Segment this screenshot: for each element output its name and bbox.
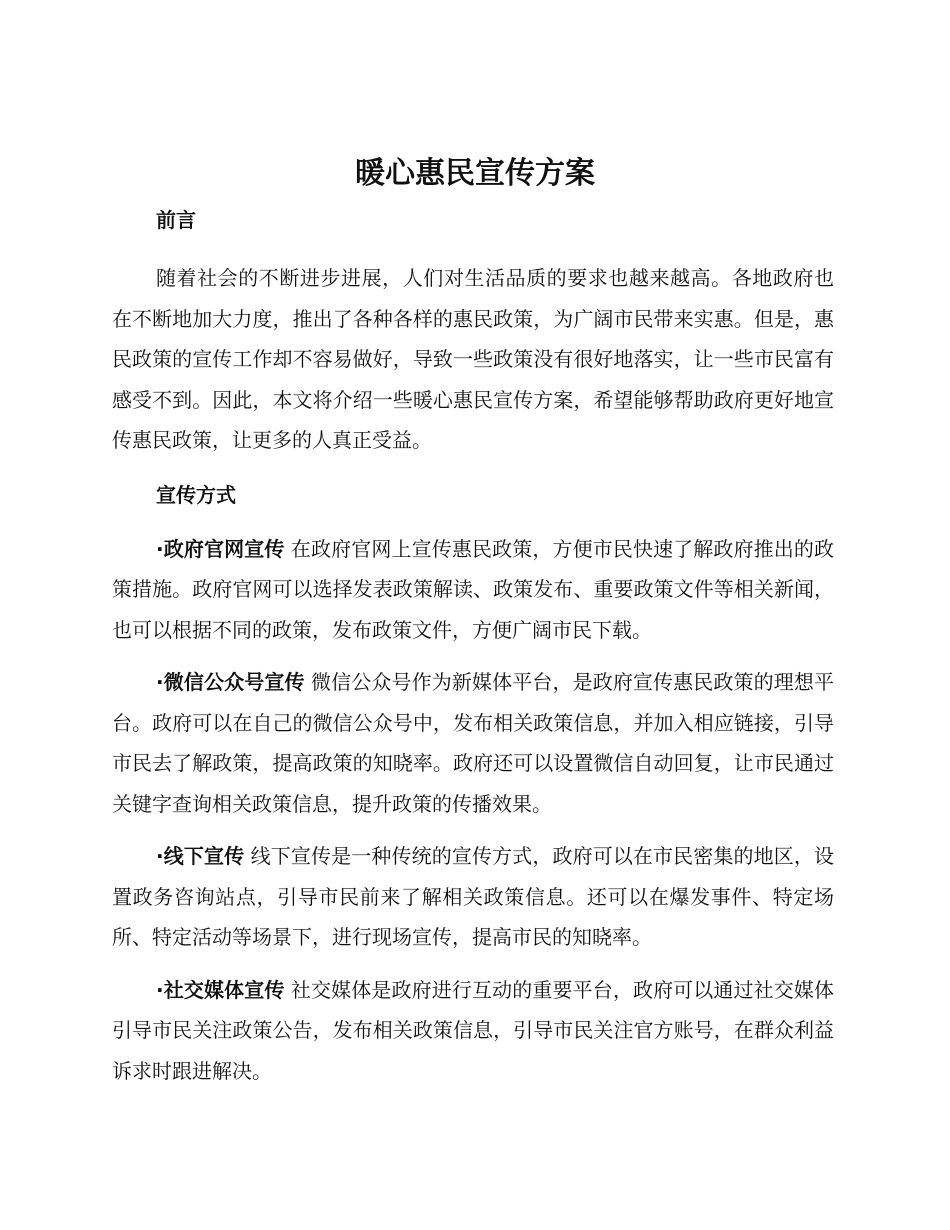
section-heading-preface: 前言 bbox=[156, 208, 196, 232]
preface-paragraph: 随着社会的不断进步进展，人们对生活品质的要求也越来越高。各地政府也在不断地加大力度，推出了各种各样的惠民政策，为广阔市民带来实惠。但是，惠民政策的宣传工作却不容易做好，导致一些政策没有很好地落实，让一些市民富有感受不到。因此，本文将介绍一些暖心惠民宣传方案，希望能够帮助政府更好地宣传惠民政策，让更多的人真正受益。 bbox=[112, 266, 834, 452]
method-title: 微信公众号宣传 bbox=[163, 670, 305, 694]
method-title: 社交媒体宣传 bbox=[163, 977, 285, 1002]
method-bullet: · bbox=[156, 844, 164, 868]
method-text: 线下宣传是一种传统的宣传方式，政府可以在市民密集的地区，设置政务咨询站点，引导市民前来了解相关政策信息。还可以在爆发事件、特定场所、特定活动等场景下，进行现场宣传，提高市民的知晓率。 bbox=[112, 844, 834, 949]
document-body bbox=[112, 202, 834, 1091]
method-text: 社交媒体是政府进行互动的重要平台，政府可以通过社交媒体引导市民关注政策公告，发布相关政策信息，引导市民关注官方账号，在群众利益诉求时跟进解决。 bbox=[112, 977, 835, 1083]
method-title: 政府官网宣传 bbox=[163, 536, 285, 561]
method-bullet: · bbox=[156, 670, 164, 694]
document-title: 暖心惠民宣传方案 bbox=[355, 156, 595, 191]
method-item bbox=[112, 970, 834, 1092]
method-item bbox=[112, 662, 834, 824]
section-heading-methods: 宣传方式 bbox=[156, 482, 236, 507]
method-item bbox=[112, 529, 834, 651]
method-item bbox=[112, 836, 834, 958]
method-text: 微信公众号作为新媒体平台，是政府宣传惠民政策的理想平台。政府可以在自己的微信公众号中，发布相关政策信息，并加入相应链接，引导市民去了解政策，提高政策的知晓率。政府还可以设置微信自动回复，让市民通过关键字查询相关政策信息，提升政策的传播效果。 bbox=[112, 670, 835, 816]
method-title: 线下宣传 bbox=[163, 844, 245, 868]
method-text: 在政府官网上宣传惠民政策，方便市民快速了解政府推出的政策措施。政府官网可以选择发表政策解读、政策发布、重要政策文件等相关新闻，也可以根据不同的政策，发布政策文件，方便广阔市民下载。 bbox=[112, 536, 835, 642]
method-bullet: · bbox=[156, 536, 164, 561]
method-bullet: · bbox=[156, 977, 164, 1002]
